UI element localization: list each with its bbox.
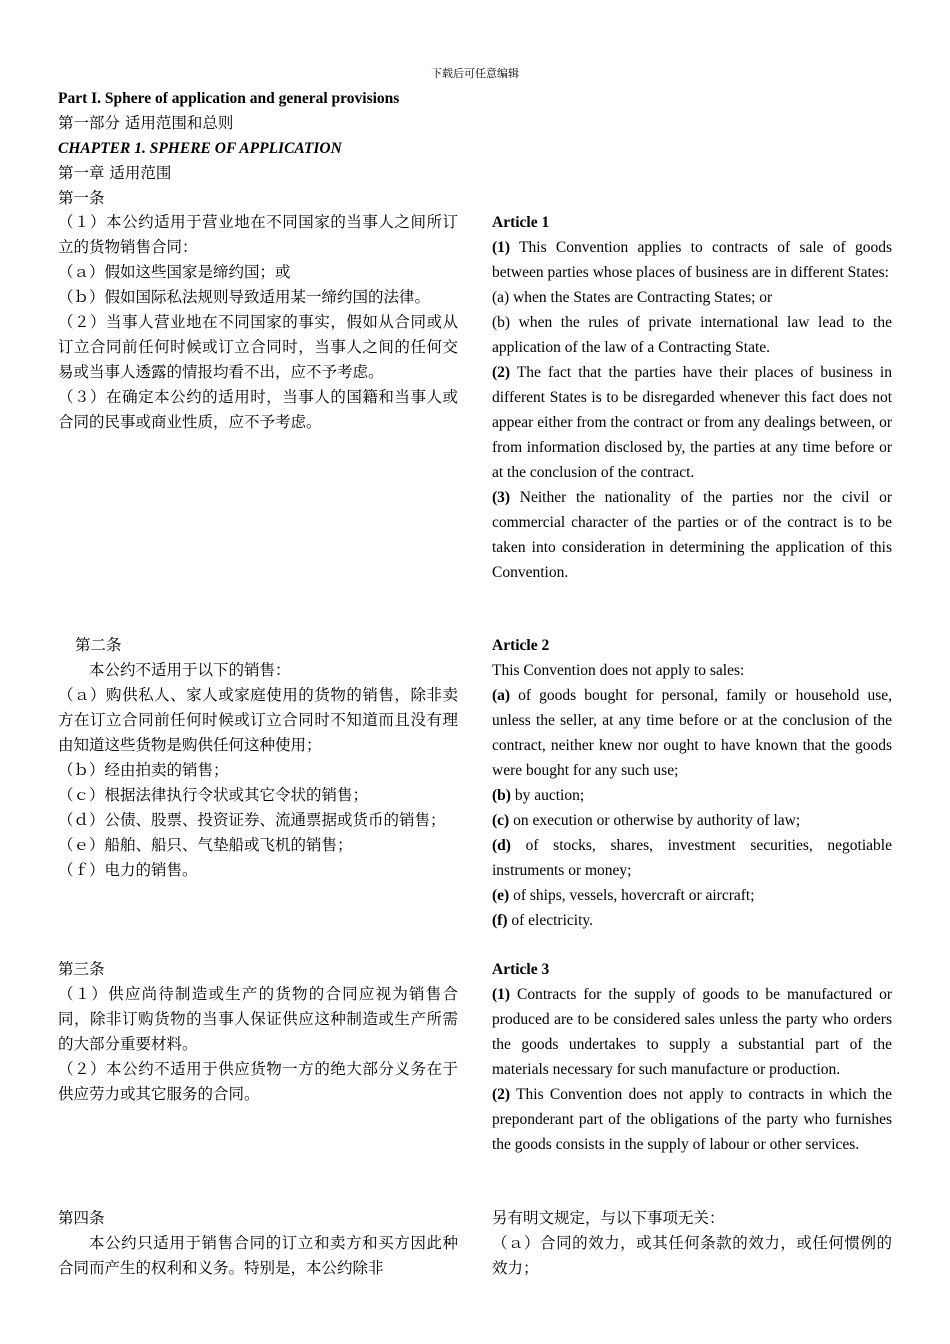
article2-intro-zh: 本公约不适用于以下的销售： [89, 661, 291, 679]
article2-title-zh: 第二条 [75, 636, 122, 654]
article3-zh [58, 957, 458, 1107]
article4-zh-continued: 另有明文规定，与以下事项无关： [492, 1209, 725, 1227]
para-label: (b) [492, 787, 511, 804]
article2-zh-para: （ｂ）经由拍卖的销售； [58, 761, 229, 779]
article1-en-para [492, 310, 892, 360]
article1-zh [58, 210, 458, 435]
para-text: (a) when the States are Contracting States; or [492, 289, 773, 306]
article2-en-para [492, 908, 892, 933]
para-label: (2) [492, 364, 511, 381]
article2-en [492, 633, 892, 933]
article2-zh-para: （ｅ）船舶、船只、气垫船或飞机的销售； [58, 836, 353, 854]
article1-zh-para: （２）当事人营业地在不同国家的事实，假如从合同或从订立合同前任何时候或订立合同时，当事人之间的任何交易或当事人透露的情报均看不出，应不予考虑。 [58, 313, 458, 381]
title-block [58, 86, 478, 211]
para-text: of stocks, shares, investment securities, negotiable instruments or money; [492, 837, 892, 879]
article3-en [492, 957, 892, 1157]
para-label: (2) [492, 1086, 511, 1103]
para-text: Contracts for the supply of goods to be manufactured or produced are to be considered sales unless the party who orders the goods undertakes to supply a substantial part of the materials necessary for such manufacture or production. [492, 986, 892, 1078]
article2-zh-para: （ｃ）根据法律执行令状或其它令状的销售； [58, 786, 369, 804]
article3-zh-para: （２）本公约不适用于供应货物一方的绝大部分义务在于供应劳力或其它服务的合同。 [58, 1060, 458, 1103]
article1-zh-para: （１）本公约适用于营业地在不同国家的当事人之间所订立的货物销售合同： [58, 213, 458, 256]
article2-en-para [492, 883, 892, 908]
para-text: of goods bought for personal, family or household use, unless the seller, at any time before or at the conclusion of the contract, neither knew nor ought to have known that the goods were bought for any such use; [492, 687, 892, 779]
article1-zh-para: （３）在确定本公约的适用时，当事人的国籍和当事人或合同的民事或商业性质，应不予考虑。 [58, 388, 458, 431]
article3-title-en: Article 3 [492, 961, 550, 978]
para-text: This Convention does not apply to contracts in which the preponderant part of the obligations of the party who furnishes the goods consists in the supply of labour or other services. [492, 1086, 892, 1153]
article4-zh-left [58, 1206, 458, 1281]
part-title-zh: 第一部分 适用范围和总则 [58, 114, 234, 132]
article2-title-en: Article 2 [492, 637, 550, 654]
article2-en-para [492, 833, 892, 883]
page-header: 下载后可任意编辑 [431, 67, 519, 80]
para-label: (d) [492, 837, 511, 854]
article1-en-para [492, 485, 892, 585]
para-label: (e) [492, 887, 510, 904]
para-text: by auction; [510, 787, 585, 804]
article2-en-para [492, 783, 892, 808]
article4-zh-para: 本公约只适用于销售合同的订立和卖方和买方因此种合同而产生的权利和义务。特别是，本公约除非 [58, 1234, 458, 1277]
para-text: of electricity. [507, 912, 593, 929]
para-label: (1) [492, 239, 511, 256]
article1-en-para [492, 360, 892, 485]
part-title-en: Part I. Sphere of application and general provisions [58, 90, 400, 107]
article4-zh-right [492, 1206, 892, 1281]
para-text: (b) when the rules of private international law lead to the application of the law of a Contracting State. [492, 314, 892, 356]
article1-en-para [492, 235, 892, 285]
para-text: Neither the nationality of the parties nor the civil or commercial character of the parties or of the contract is to be taken into consideration in determining the application of this Convention. [492, 489, 892, 581]
chapter-title-zh: 第一章 适用范围 [58, 164, 172, 182]
para-text: on execution or otherwise by authority of law; [509, 812, 801, 829]
para-label: (3) [492, 489, 511, 506]
para-label: (1) [492, 986, 511, 1003]
para-text: of ships, vessels, hovercraft or aircraft; [509, 887, 755, 904]
article3-en-para [492, 1082, 892, 1157]
article2-en-para [492, 808, 892, 833]
chapter-title-en: CHAPTER 1. SPHERE OF APPLICATION [58, 140, 342, 157]
article4-zh-continued: （ａ）合同的效力，或其任何条款的效力，或任何惯例的效力； [492, 1234, 892, 1277]
article2-en-para [492, 683, 892, 783]
para-text: The fact that the parties have their places of business in different States is to be disregarded whenever this fact does not appear either from the contract or from any dealings between, or from information disclosed by, the parties at any time before or at the conclusion of the contract. [492, 364, 892, 481]
article4-title-zh: 第四条 [58, 1209, 105, 1227]
article2-zh-para: （ｆ）电力的销售。 [58, 861, 198, 879]
article2-intro-en: This Convention does not apply to sales: [492, 662, 745, 679]
para-label: (f) [492, 912, 508, 929]
article2-zh-para: （ａ）购供私人、家人或家庭使用的货物的销售，除非卖方在订立合同前任何时候或订立合同时不知道而且没有理由知道这些货物是购供任何这种使用； [58, 686, 458, 754]
para-label: (a) [492, 687, 511, 704]
article2-zh [58, 633, 458, 883]
article3-title-zh: 第三条 [58, 960, 105, 978]
article1-zh-para: （ｂ）假如国际私法规则导致适用某一缔约国的法律。 [58, 288, 431, 306]
article3-zh-para: （１）供应尚待制造或生产的货物的合同应视为销售合同，除非订购货物的当事人保证供应这种制造或生产所需的大部分重要材料。 [58, 985, 458, 1053]
article2-zh-para: （ｄ）公债、股票、投资证券、流通票据或货币的销售； [58, 811, 446, 829]
para-label: (c) [492, 812, 510, 829]
article1-title-en: Article 1 [492, 214, 550, 231]
article1-en [492, 210, 892, 585]
article1-en-para [492, 285, 892, 310]
article1-zh-para: （ａ）假如这些国家是缔约国；或 [58, 263, 291, 281]
article3-en-para [492, 982, 892, 1082]
article1-title-zh: 第一条 [58, 189, 105, 207]
para-text: This Convention applies to contracts of sale of goods between parties whose places of business are in different States: [492, 239, 892, 281]
